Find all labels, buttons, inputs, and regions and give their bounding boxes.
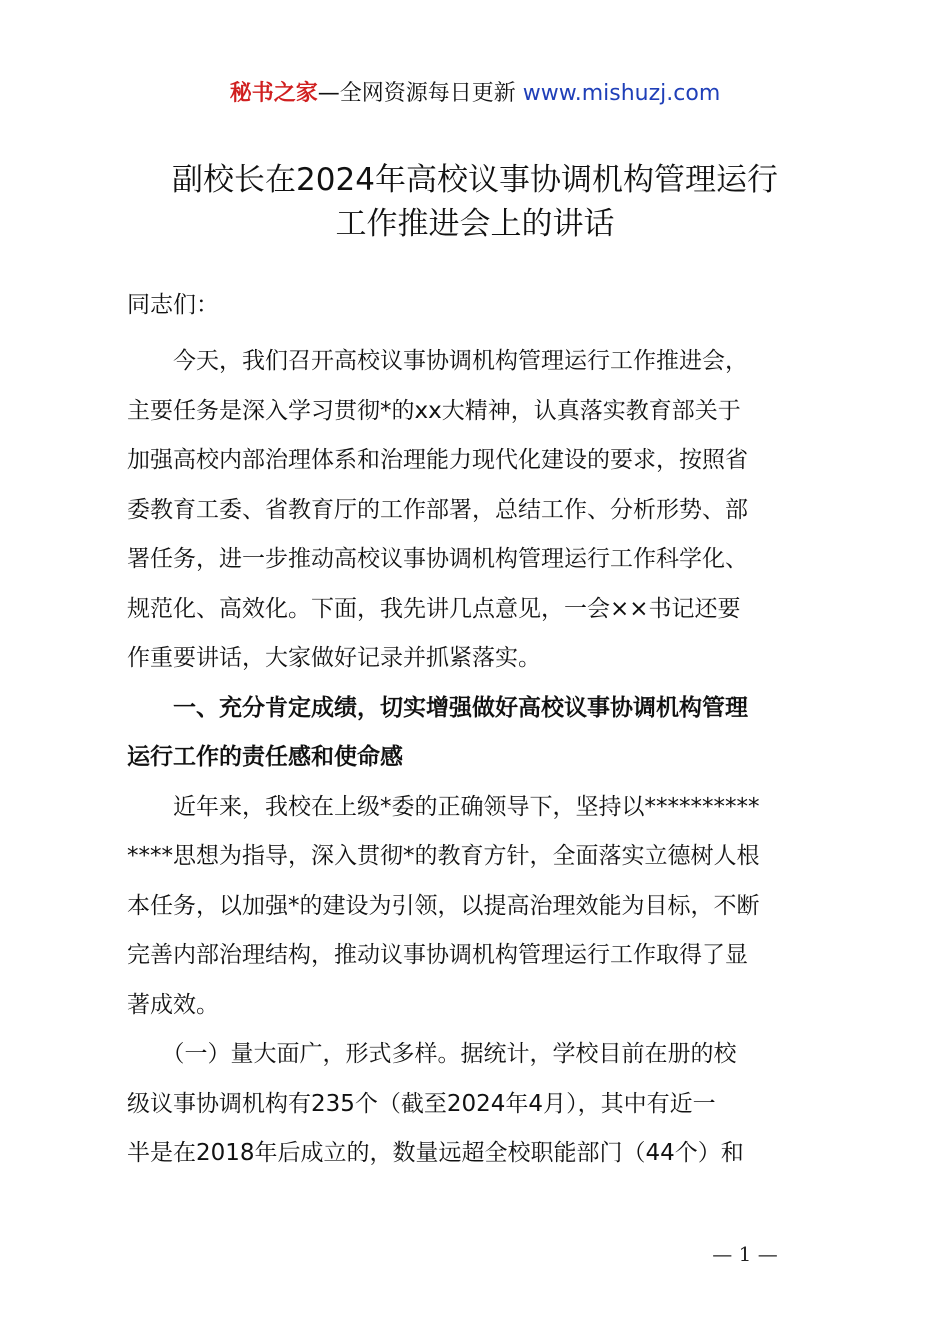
- title-line-1: 副校长在2024年高校议事协调机构管理运行: [172, 162, 778, 198]
- body-line: 著成效。: [127, 991, 219, 1018]
- body-line: （一）量大面广，形式多样。据统计，学校目前在册的校: [127, 1041, 737, 1067]
- site-header: [0, 78, 950, 110]
- body-line: ****思想为指导，深入贯彻*的教育方针，全面落实立德树人根: [127, 843, 760, 869]
- body-line: 本任务，以加强*的建设为引领，以提高治理效能为目标，不断: [127, 892, 760, 919]
- site-url[interactable]: www.mishuzj.com: [522, 81, 721, 106]
- body-line: 主要任务是深入学习贯彻*的xx大精神，认真落实教育部关于: [127, 397, 741, 424]
- body-line: 规范化、高效化。下面，我先讲几点意见，一会××书记还要: [127, 595, 741, 622]
- body-line: 完善内部治理结构，推动议事协调机构管理运行工作取得了显: [127, 942, 748, 968]
- title-line-2: 工作推进会上的讲话: [335, 206, 615, 242]
- body-line: 署任务，进一步推动高校议事协调机构管理运行工作科学化、: [127, 546, 748, 572]
- document-body: [127, 337, 833, 1179]
- greeting: 同志们：: [127, 292, 219, 318]
- section-heading-line: 运行工作的责任感和使命感: [127, 744, 403, 770]
- document-title: [100, 158, 850, 246]
- section-heading-line: 一、充分肯定成绩，切实增强做好高校议事协调机构管理: [127, 694, 748, 721]
- body-line: 级议事协调机构有235个（截至2024年4月），其中有近一: [127, 1090, 716, 1117]
- page-number: — 1 —: [712, 1242, 778, 1266]
- body-line: 半是在2018年后成立的，数量远超全校职能部门（44个）和: [127, 1140, 744, 1166]
- body-line: 作重要讲话，大家做好记录并抓紧落实。: [127, 645, 541, 671]
- body-line: 加强高校内部治理体系和治理能力现代化建设的要求，按照省: [127, 447, 748, 473]
- body-line: 近年来，我校在上级*委的正确领导下，坚持以**********: [127, 793, 760, 820]
- slogan: —全网资源每日更新: [317, 81, 516, 106]
- body-line: 委教育工委、省教育厅的工作部署，总结工作、分析形势、部: [127, 496, 748, 523]
- brand-name: 秘书之家: [229, 81, 318, 106]
- body-line: 今天，我们召开高校议事协调机构管理运行工作推进会，: [127, 348, 748, 374]
